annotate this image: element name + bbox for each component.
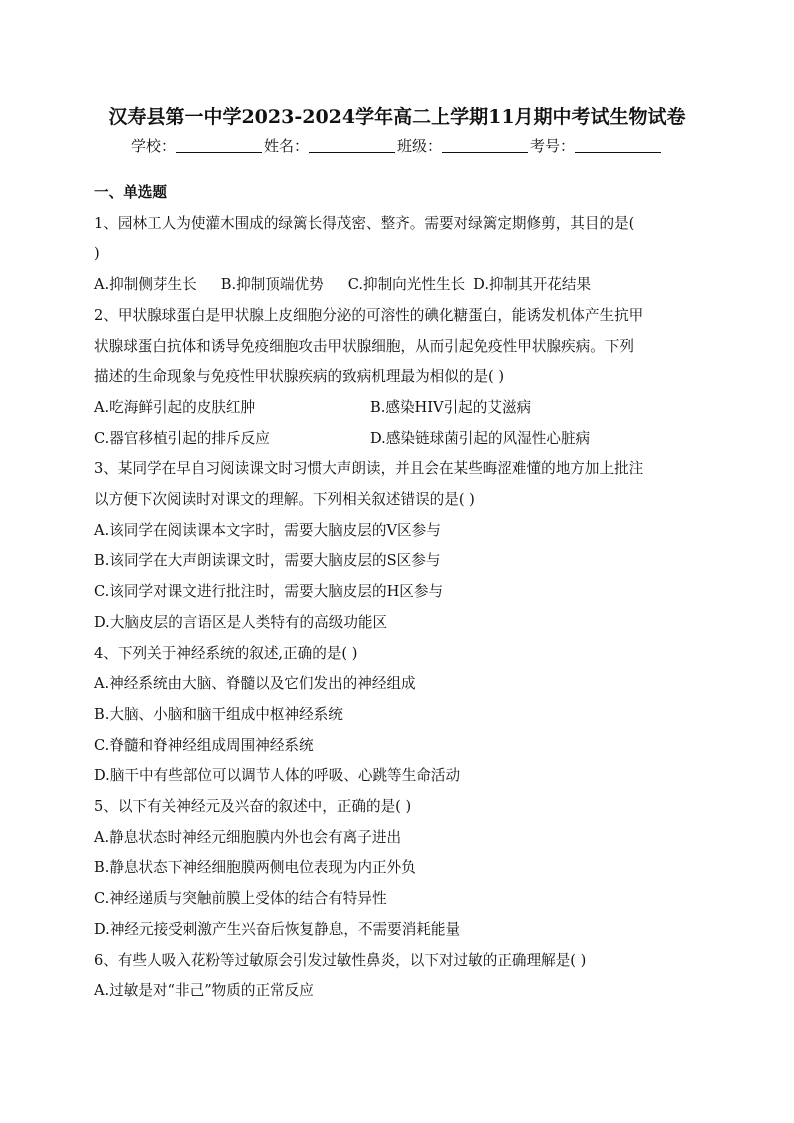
exam-number-label: 考号： (530, 137, 576, 155)
question-3-stem-line-1: 3、某同学在早自习阅读课文时习惯大声朗读，并且会在某些晦涩难懂的地方加上批注 (94, 460, 644, 478)
question-4-option-a: A.神经系统由大脑、脊髓以及它们发出的神经组成 (94, 675, 416, 693)
section-heading: 一、单选题 (94, 184, 167, 201)
question-5-option-c: C.神经递质与突触前膜上受体的结合有特异性 (94, 890, 387, 908)
question-2-stem-line-2: 状腺球蛋白抗体和诱导免疫细胞攻击甲状腺细胞，从而引起免疫性甲状腺疾病。下列 (94, 337, 634, 355)
name-blank[interactable] (309, 138, 395, 153)
school-blank[interactable] (176, 138, 262, 153)
question-2-stem-line-3: 描述的生命现象与免疫性甲状腺疾病的致病机理最为相似的是( ) (94, 368, 505, 386)
question-5-option-d: D.神经元接受刺激产生兴奋后恢复静息，不需要消耗能量 (94, 920, 461, 938)
school-field (131, 135, 264, 157)
question-6 (94, 946, 700, 1007)
class-blank[interactable] (442, 138, 528, 153)
school-label: 学校： (130, 137, 176, 155)
question-1-stem-line-1: 1、园林工人为使灌木围成的绿篱长得茂密、整齐。需要对绿篱定期修剪，其目的是( (94, 214, 635, 232)
question-4-option-d: D.脑干中有些部位可以调节人体的呼吸、心跳等生命活动 (94, 767, 461, 785)
question-3-option-c: C.该同学对课文进行批注时，需要大脑皮层的H区参与 (94, 583, 444, 601)
question-2 (94, 301, 700, 455)
class-label: 班级： (397, 137, 443, 155)
question-4-option-c: C.脊髓和脊神经组成周围神经系统 (94, 736, 314, 754)
question-4-stem-line-1: 4、下列关于神经系统的叙述,正确的是( ) (94, 644, 358, 662)
exam-title: 汉寿县第一中学2023-2024学年高二上学期11月期中考试生物试卷 (108, 106, 686, 128)
question-2-options-row-2 (94, 424, 700, 455)
question-1-option-a: A.抑制侧芽生长 (94, 276, 197, 294)
class-field (397, 135, 530, 157)
question-1-option-c: C.抑制向光性生长 (347, 276, 466, 294)
question-3-option-d: D.大脑皮层的言语区是人类特有的高级功能区 (94, 613, 388, 631)
question-2-stem-line-1: 2、甲状腺球蛋白是甲状腺上皮细胞分泌的可溶性的碘化糖蛋白，能诱发机体产生抗甲 (94, 306, 644, 324)
question-5-stem-line-1: 5、以下有关神经元及兴奋的叙述中，正确的是( ) (94, 798, 412, 816)
question-6-option-a: A.过敏是对“非己”物质的正常反应 (94, 982, 314, 1000)
exam-number-field (530, 135, 663, 157)
question-3 (94, 454, 700, 638)
student-info-row (0, 135, 794, 157)
exam-number-blank[interactable] (575, 138, 661, 153)
question-5-option-a: A.静息状态时神经元细胞膜内外也会有离子进出 (94, 828, 402, 846)
question-5 (94, 792, 700, 946)
question-3-stem-line-2: 以方便下次阅读时对课文的理解。下列相关叙述错误的是( ) (94, 491, 475, 509)
question-4-option-b: B.大脑、小脑和脑干组成中枢神经系统 (94, 705, 343, 723)
question-3-option-b: B.该同学在大声朗读课文时，需要大脑皮层的S区参与 (94, 552, 441, 570)
question-2-options-row-1 (94, 393, 700, 424)
question-2-option-d: D.感染链球菌引起的风湿性心脏病 (370, 429, 591, 447)
question-3-option-a: A.该同学在阅读课本文字时，需要大脑皮层的V区参与 (94, 521, 441, 539)
question-1-stem-line-2: ) (94, 245, 100, 263)
question-5-option-b: B.静息状态下神经细胞膜两侧电位表现为内正外负 (94, 859, 416, 877)
question-2-option-a: A.吃海鲜引起的皮肤红肿 (94, 398, 256, 416)
question-1-option-b: B.抑制顶端优势 (220, 276, 324, 294)
question-1 (94, 209, 700, 301)
question-1-option-d: D.抑制其开花结果 (473, 276, 592, 294)
question-1-options (94, 270, 700, 301)
question-2-option-c: C.器官移植引起的排斥反应 (94, 429, 270, 447)
question-4 (94, 639, 700, 793)
question-content (94, 178, 700, 1007)
question-6-stem-line-1: 6、有些人吸入花粉等过敏原会引发过敏性鼻炎，以下对过敏的正确理解是( ) (94, 951, 587, 969)
question-2-option-b: B.感染HIV引起的艾滋病 (370, 398, 532, 416)
name-field (264, 135, 397, 157)
name-label: 姓名： (263, 137, 309, 155)
